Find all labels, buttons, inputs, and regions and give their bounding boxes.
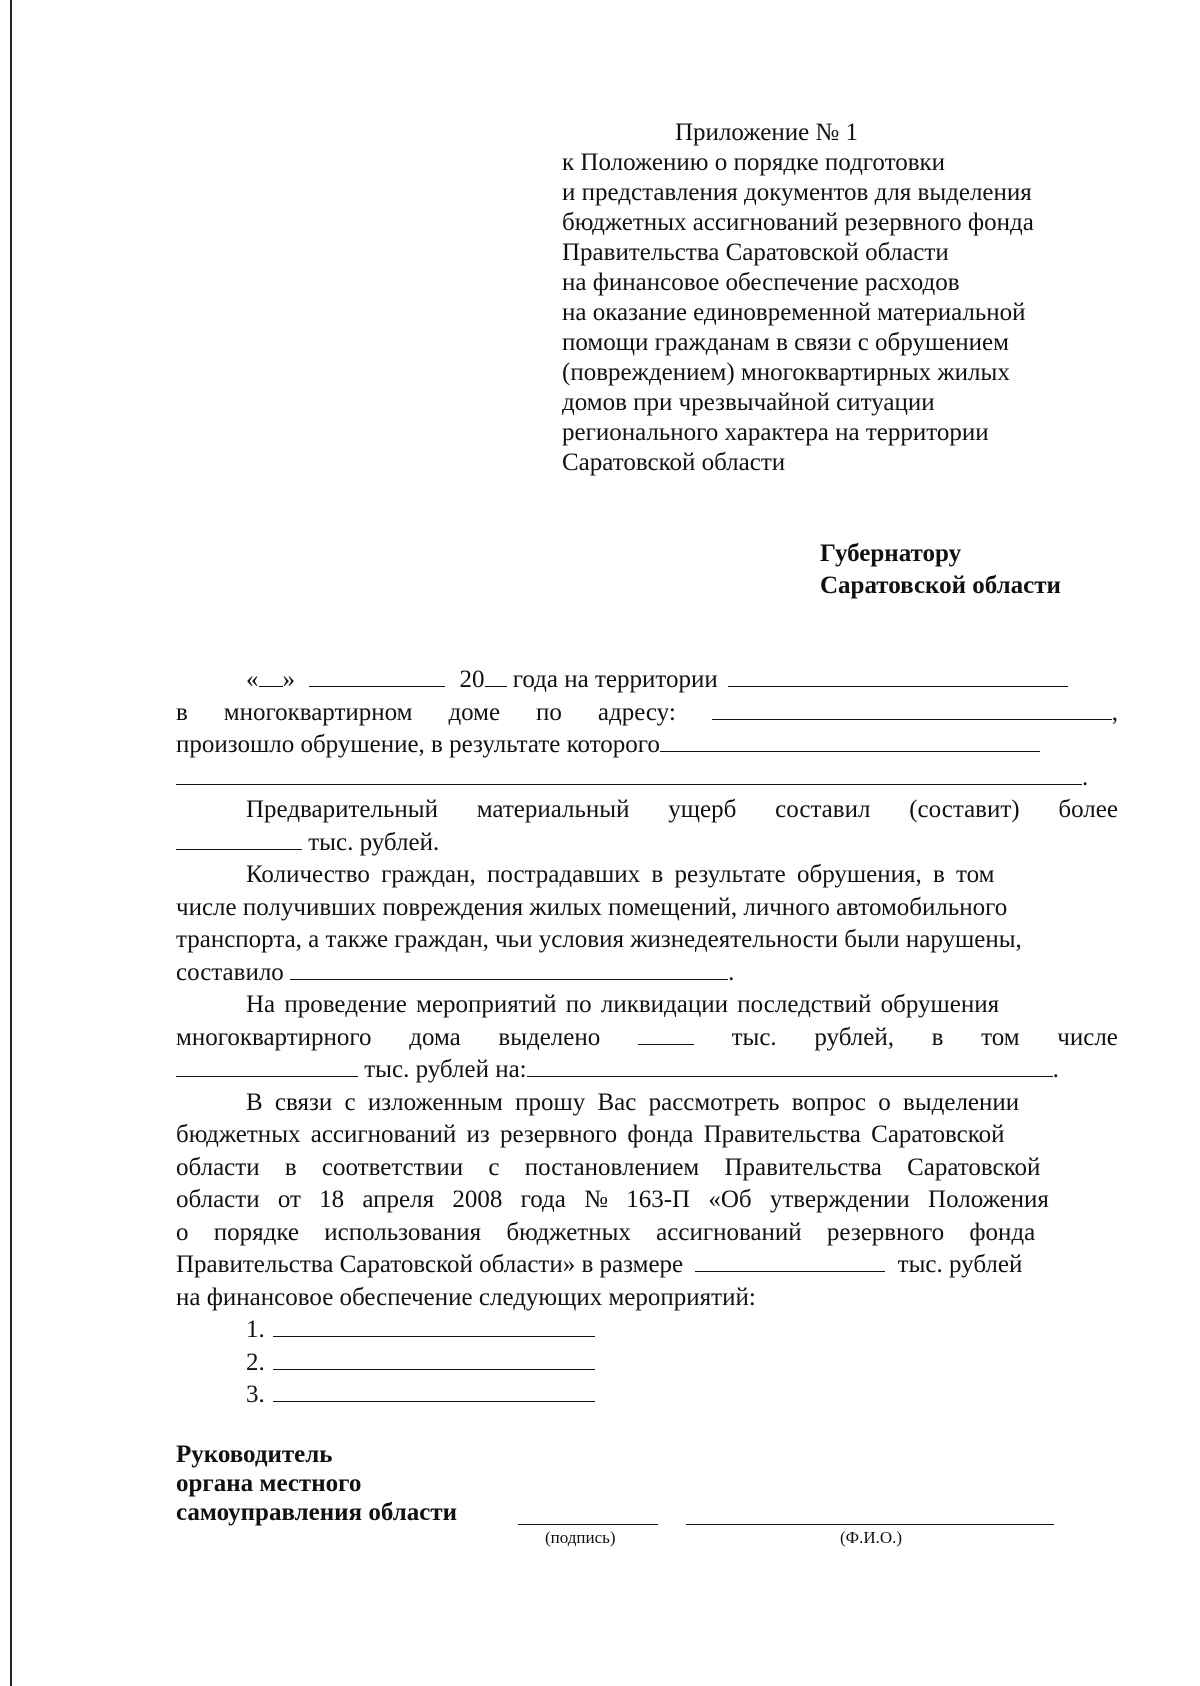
annex-line: регионального характера на территории	[562, 419, 989, 446]
allocated-line-1: На проведение мероприятий по ликвидации последствий обрушения	[246, 991, 1000, 1018]
text-word: материальный	[476, 796, 630, 823]
annex-line: и представления документов для выделения	[562, 179, 1032, 206]
text-word: числе	[1057, 1023, 1118, 1051]
request-line-4: области от 18 апреля 2008 года № 163-П «Об утверждении Положения	[176, 1186, 1049, 1213]
month-blank[interactable]	[309, 664, 445, 687]
annex-line: Правительства Саратовской области	[562, 239, 949, 266]
list-number: 2.	[246, 1348, 265, 1376]
annex-line: помощи гражданам в связи с обрушением	[562, 329, 1009, 356]
text-word: доме	[448, 698, 501, 726]
damage-line-2	[176, 827, 1118, 860]
victims-line-1	[176, 859, 1118, 892]
text-word: рублей,	[814, 1023, 894, 1051]
measure-blank[interactable]	[273, 1347, 595, 1370]
allocated-purpose-blank[interactable]	[527, 1054, 1053, 1077]
day-blank[interactable]	[259, 664, 283, 687]
allocated-part-blank[interactable]	[176, 1054, 358, 1077]
signature-title-1: Руководитель	[176, 1441, 333, 1468]
period: .	[1052, 1056, 1059, 1083]
victims-line-4	[176, 957, 1118, 990]
request-line-1	[176, 1087, 1118, 1120]
address-blank[interactable]	[712, 697, 1112, 720]
request-line-6	[176, 1249, 1118, 1282]
annex-header	[562, 118, 1122, 478]
consequence-blank[interactable]	[660, 729, 1040, 752]
text-word: Предварительный	[246, 796, 438, 823]
text-word: в	[931, 1023, 944, 1051]
annex-line: на финансовое обеспечение расходов	[562, 269, 960, 296]
annex-line: (повреждением) многоквартирных жилых	[562, 359, 1010, 386]
list-number: 1.	[246, 1316, 265, 1343]
annex-line: Саратовской области	[562, 449, 786, 476]
text-word: том	[981, 1023, 1020, 1051]
annex-line: к Положению о порядке подготовки	[562, 149, 946, 176]
consequence-blank-2[interactable]	[176, 762, 1082, 785]
text-word: ущерб	[668, 796, 737, 823]
request-line-2: бюджетных ассигнований из резервного фонда Правительства Саратовской	[176, 1121, 1005, 1148]
measures-list	[176, 1314, 1118, 1412]
period: .	[728, 958, 735, 986]
scan-border	[10, 0, 12, 1686]
text-word: дома	[409, 1023, 461, 1051]
request-line-5: о порядке использования бюджетных ассигнований резервного фонда	[176, 1218, 1036, 1246]
addressee	[820, 538, 1061, 602]
letter-body	[176, 664, 1118, 1412]
close-quote: »	[282, 666, 295, 693]
victims-line-3: транспорта, а также граждан, чьи условия жизнедеятельности были нарушены,	[176, 926, 1022, 953]
request-line-7: на финансовое обеспечение следующих мероприятий:	[176, 1283, 756, 1311]
text-word: по	[536, 698, 562, 726]
period: .	[1082, 763, 1089, 791]
text-word: (составит)	[909, 796, 1020, 823]
damage-line-1	[176, 794, 1118, 827]
request-amount-blank[interactable]	[695, 1249, 885, 1272]
open-quote: «	[246, 666, 259, 693]
addressee-line-1: Губернатору	[820, 540, 962, 567]
victims-count-blank[interactable]	[290, 957, 728, 980]
list-item	[246, 1347, 1118, 1380]
signature-blank[interactable]	[518, 1524, 658, 1525]
damage-unit: тыс. рублей.	[308, 828, 440, 856]
consequence-line	[176, 762, 1118, 795]
addressee-line-2: Саратовской области	[820, 572, 1061, 599]
signature-block	[176, 1440, 457, 1527]
allocated-amount-blank[interactable]	[638, 1022, 694, 1045]
text-word: выделено	[498, 1023, 601, 1051]
text-word: в	[176, 698, 188, 726]
measure-blank[interactable]	[273, 1314, 595, 1337]
list-number: 3.	[246, 1381, 265, 1408]
text-word: многоквартирного	[176, 1023, 372, 1051]
damage-amount-blank[interactable]	[176, 827, 302, 850]
measure-blank[interactable]	[273, 1379, 595, 1402]
year-suffix: года на территории	[512, 666, 718, 693]
text-word: тыс.	[731, 1023, 777, 1051]
full-name-caption: (Ф.И.О.)	[840, 1528, 903, 1547]
request-line-3: области в соответствии с постановлением Правительства Саратовской	[176, 1153, 1041, 1181]
annex-line: бюджетных ассигнований резервного фонда	[562, 209, 1034, 236]
victims-text: Количество граждан, пострадавших в результате обрушения, в том	[246, 861, 995, 888]
annex-title: Приложение № 1	[675, 119, 859, 146]
annex-line: домов при чрезвычайной ситуации	[562, 389, 935, 416]
list-item	[246, 1314, 1118, 1347]
annex-line: на оказание единовременной материальной	[562, 299, 1026, 326]
victims-line-2: числе получивших повреждения жилых помещений, личного автомобильного	[176, 893, 1008, 921]
signature-title-2: органа местного	[176, 1470, 362, 1497]
comma: ,	[1111, 698, 1118, 726]
text-word: адресу:	[597, 698, 676, 726]
year-blank[interactable]	[485, 664, 507, 687]
address-line	[176, 697, 1118, 730]
allocated-purpose-label: тыс. рублей на:	[364, 1056, 527, 1083]
allocated-line-3	[176, 1054, 1118, 1087]
text-word: многоквартирном	[223, 698, 413, 726]
request-text: В связи с изложенным прошу Вас рассмотреть вопрос о выделении	[246, 1088, 1020, 1116]
signature-title-3: самоуправления области	[176, 1499, 458, 1526]
request-amount-unit: тыс. рублей	[897, 1251, 1023, 1278]
victims-count-label: составило	[176, 958, 284, 986]
allocated-line-2	[176, 1022, 1118, 1055]
date-line	[176, 664, 1118, 697]
list-item	[246, 1379, 1118, 1412]
year-prefix: 20	[459, 666, 485, 693]
collapse-line	[176, 729, 1118, 762]
text-word: более	[1058, 796, 1118, 823]
collapse-text: произошло обрушение, в результате которого	[176, 731, 660, 758]
territory-blank[interactable]	[728, 664, 1068, 687]
request-amount-label: Правительства Саратовской области» в размере	[176, 1251, 684, 1278]
signature-caption: (подпись)	[545, 1528, 616, 1547]
full-name-blank[interactable]	[686, 1524, 1054, 1525]
text-word: составил	[775, 796, 871, 823]
